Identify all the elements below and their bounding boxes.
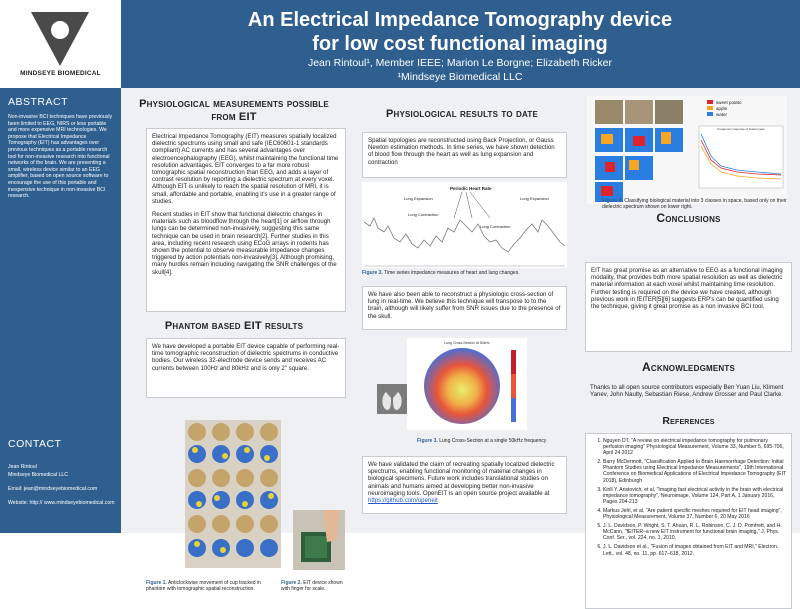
figure-4-label: Figure 4. — [602, 198, 623, 204]
lung-figure-label: Figure 3. — [417, 438, 438, 444]
acknowledgments-text: Thanks to all open source contributors especially Ben Yuan Liu, Kliment Yanev, John Naulty, Sebastian Riese, Andrew Grosser and Paul Clarke. — [590, 384, 784, 399]
phantom-grid-figure — [185, 420, 281, 568]
lung-figure-text: Lung Cross-Section at a single 50kHz frequency — [439, 438, 547, 444]
legend-water: water — [716, 112, 728, 117]
lung-heatmap-svg — [407, 338, 527, 430]
figure-1-text: Anticlockwise movement of cup tracked in phantom with tomographic spatial reconstruction. — [146, 580, 261, 592]
section-title-phantom: Phantom based EIT results — [164, 320, 304, 332]
results-box-1 — [362, 132, 567, 178]
section-title-measurements: Physiological measurements possible from EIT — [139, 98, 329, 123]
figure-2-text: EIT device shown with finger for scale. — [281, 580, 343, 592]
references-list — [591, 438, 786, 557]
lung-chart-title: Lung Cross-Section at 50kHz — [444, 341, 490, 345]
figure-3-text: Time series impedance measures of heart and lung changes. — [384, 270, 520, 276]
device-photo — [293, 510, 345, 570]
title-line-2: for low cost functional imaging — [312, 33, 608, 55]
classification-figure — [587, 96, 787, 204]
results-text-1: Spatial topologies are reconstructed using Back Projection, or Gauss Newton estimation methods. In time series, we have shown detection of blood flow through the heart as well as lung expansion and contraction — [368, 137, 555, 166]
results-text-3-body: We have validated the claim of recreating spatially localized dielectric spectrums, enabling functional monitoring of material changes in biological specimens. Future work includes translational studies on animals and humans aimed at developing better non-invasive neuroimaging tools. OpenEIT is an open source project available at — [368, 461, 555, 497]
title-line-1: An Electrical Impedance Tomography device — [247, 9, 673, 31]
abstract-text: Non-invasive BCI techniques have previously been limited to EEG, NIRS or less portable and more expensive MRI technologies. We propose that Electrical Impedance Tomography (EIT) has advantages over previous techniques as a portable research tool for non-invasive research into functional networks of the brain. We are presenting a small, wireless device similar to an EEG amplifier, based on open source software to encourage the use of this portable and inexpensive technique in non-invasive BCI research. — [8, 114, 113, 200]
logo — [0, 0, 121, 88]
poster-header — [0, 0, 800, 88]
figure-2-caption — [281, 580, 347, 592]
figure-3-label: Figure 3. — [362, 270, 383, 276]
label-lung-contraction-2: Lung Contraction — [480, 224, 511, 229]
results-text-2: We have also been able to reconstruct a physiologic cross-section of lung in real-time. We believe this technique will transpose to to the brain, although will likely suffer from SNR issues due to the presence of the skull. — [368, 291, 561, 320]
time-series-chart — [362, 182, 567, 268]
reference-item: 3. Kirill Y. Aristovich, et al, "Imaging fast electrical activity in the brain with electrical impedance tomography", Neuroimage, Volume 124, Part A, 1 January 2016, Pages 204-213 — [603, 487, 786, 505]
legend-sweet-potato: sweet potato — [716, 100, 742, 105]
figure-4-text: Classifying biological material into 3 classes in space, based only on their dielectric spectrum shown on lower right. — [602, 198, 787, 210]
figure-2-label: Figure 2. — [281, 580, 302, 586]
abstract-heading: ABSTRACT — [8, 96, 69, 108]
reference-item: 2. Barry McDermott, "Classification Applied to Brain Haemorrhage Detection: Initial Phantom Studies using Electrical Impedance Measurements", 19th International Conference on Biomedical Applications of Electrical Impedance Tomography (EIT 2018), Edinburgh — [603, 459, 786, 483]
section-title-references: References — [662, 415, 715, 427]
measurements-paragraph-2: Recent studies in EIT show that functional dielectric changes in materials such as bloodflow through the heart[1] or airflow through lungs can be determined non-invasively, suggesting this same technique can be used in brain research[2]. Further studies in this area, including recent research using ECoG arrays in rodents has shown the potential to observe measurable impedance changes triggered by action potentials non-invasively[3]. Although promising, many hurdles remain including navigating the SNR challenges of the skull[4]. — [152, 211, 337, 276]
lung-overlay-icon — [377, 384, 407, 414]
section-title-conclusions: Conclusions — [656, 211, 721, 225]
conclusions-box — [585, 262, 792, 352]
results-box-2 — [362, 286, 567, 330]
results-box-3 — [362, 456, 567, 514]
phantom-images — [185, 420, 281, 568]
figure-1-caption — [146, 580, 276, 592]
label-lung-contraction-1: Lung Contraction — [408, 212, 439, 217]
contact-name: Jean Rintoul — [8, 464, 37, 470]
results-text-3 — [368, 461, 561, 504]
measurements-box — [146, 128, 346, 312]
phantom-paragraph: We have developed a portable EIT device capable of performing real-time tomographic reconstruction of dielectric spectrums in conductive bodies. Our wireless 32-electrode device sends and receives AC currents between 100Hz and 80kHz and is only 2" square. — [152, 343, 340, 372]
contact-email: Email: jean@mindseyebiomedical.com — [8, 486, 98, 492]
reference-item: 5. J. L. Davidson, P. Wright, S. T. Ahsan, R. L. Robinson, C. J. D. Pomfrett, and H. McCann, "fEITER–a new EIT instrument for functional brain imaging," J. Phys. Conf. Ser., vol. 224, no. 1, 2010. — [603, 523, 786, 541]
measurements-paragraph-1: Electrical Impedance Tomography (EIT) measures spatially localized dielectric spectrums using small and safe (IEC60601-1 standards compliant) AC currents and has several advantages over electroencephalography (EEG), whilst maintaining the functional time resolution advantages. EIT converges to a far more robust tomographic spatial reconstruction than EEG, and adds a layer of contrast resolution by reporting a dielectric spectrum at every voxel. Although EIT is unlikely to reach the spatial resolution of MRI, it is small, affordable and portable, enabling it's use in a greater range of studies. — [152, 133, 339, 205]
contact-heading: CONTACT — [8, 438, 62, 450]
section-title-acknowledgments: Acknowledgments — [642, 360, 735, 374]
time-series-svg — [362, 182, 567, 268]
column-1 — [121, 88, 347, 592]
label-lung-expansion-2: Lung Expansion — [520, 196, 549, 201]
reference-item: 6. J. L. Davidson et al., "Fusion of images obtained from EIT and MRI," Electron. Lett., vol. 48, no. 11, pp. 617–618, 2012. — [603, 544, 786, 556]
classification-svg — [587, 96, 787, 204]
authors: Jean Rintoul¹, Member IEEE; Marion Le Borgne; Elizabeth Ricker — [307, 57, 613, 69]
figure-3-caption — [362, 270, 567, 276]
legend-apple: apple — [716, 106, 728, 111]
lung-glyph-icon — [377, 384, 407, 414]
column-2 — [347, 88, 577, 533]
reference-item: 4. Markus Jehl, et al, "Are patient specific meshes required for EIT head imaging", Physiological Measurement, Volume 37, Number 6, 20 May 2016 — [603, 508, 786, 520]
acknowledgments-box — [585, 380, 792, 410]
github-link[interactable]: https://github.com/openeit — [368, 497, 438, 505]
conclusions-text: EIT has great promise as an alternative to EEG as a functional imaging modality, that provides both more spatial resolution as well as dielectric material information at each voxel whilst maintaining time resolution. Further testing is required on the device we have created, although previous work in fEITER[5][6] suggests ERP's can be quantified using the technique, giving it great promise as a non invasive BCI tool. — [591, 267, 783, 311]
label-lung-expansion-1: Lung Expansion — [404, 196, 433, 201]
poster-title — [130, 8, 790, 56]
reference-item: 1. Nguyen DT, "A review on electrical impedance tomography for pulmonary perfusion imaging" Physiological Measurement, Volume 33, Number 5, 695-706, April 24 2012 — [603, 438, 786, 456]
spectrum-title: Frequency response of tissue types — [717, 127, 765, 131]
phantom-box — [146, 338, 346, 398]
affiliation: ¹Mindseye Biomedical LLC — [397, 71, 523, 83]
figure-4-caption — [602, 198, 787, 210]
device-with-finger-image — [293, 510, 345, 570]
logo-text: MINDSEYE BIOMEDICAL — [20, 70, 101, 77]
contact-org: Mindseye Biomedical LLC — [8, 472, 68, 478]
sidebar — [0, 88, 121, 533]
section-title-results: Physiological results to date — [385, 108, 539, 120]
column-3 — [577, 88, 800, 557]
lung-heatmap — [407, 338, 527, 430]
triangle-logo-icon — [29, 10, 91, 68]
label-heart-rate: Periodic Heart Rate — [450, 186, 492, 191]
contact-website: Website: http:// www.mindseyebiomedical.com — [8, 500, 115, 506]
references-box — [585, 433, 792, 609]
figure-1-label: Figure 1. — [146, 580, 167, 586]
lung-figure-caption — [417, 438, 577, 444]
